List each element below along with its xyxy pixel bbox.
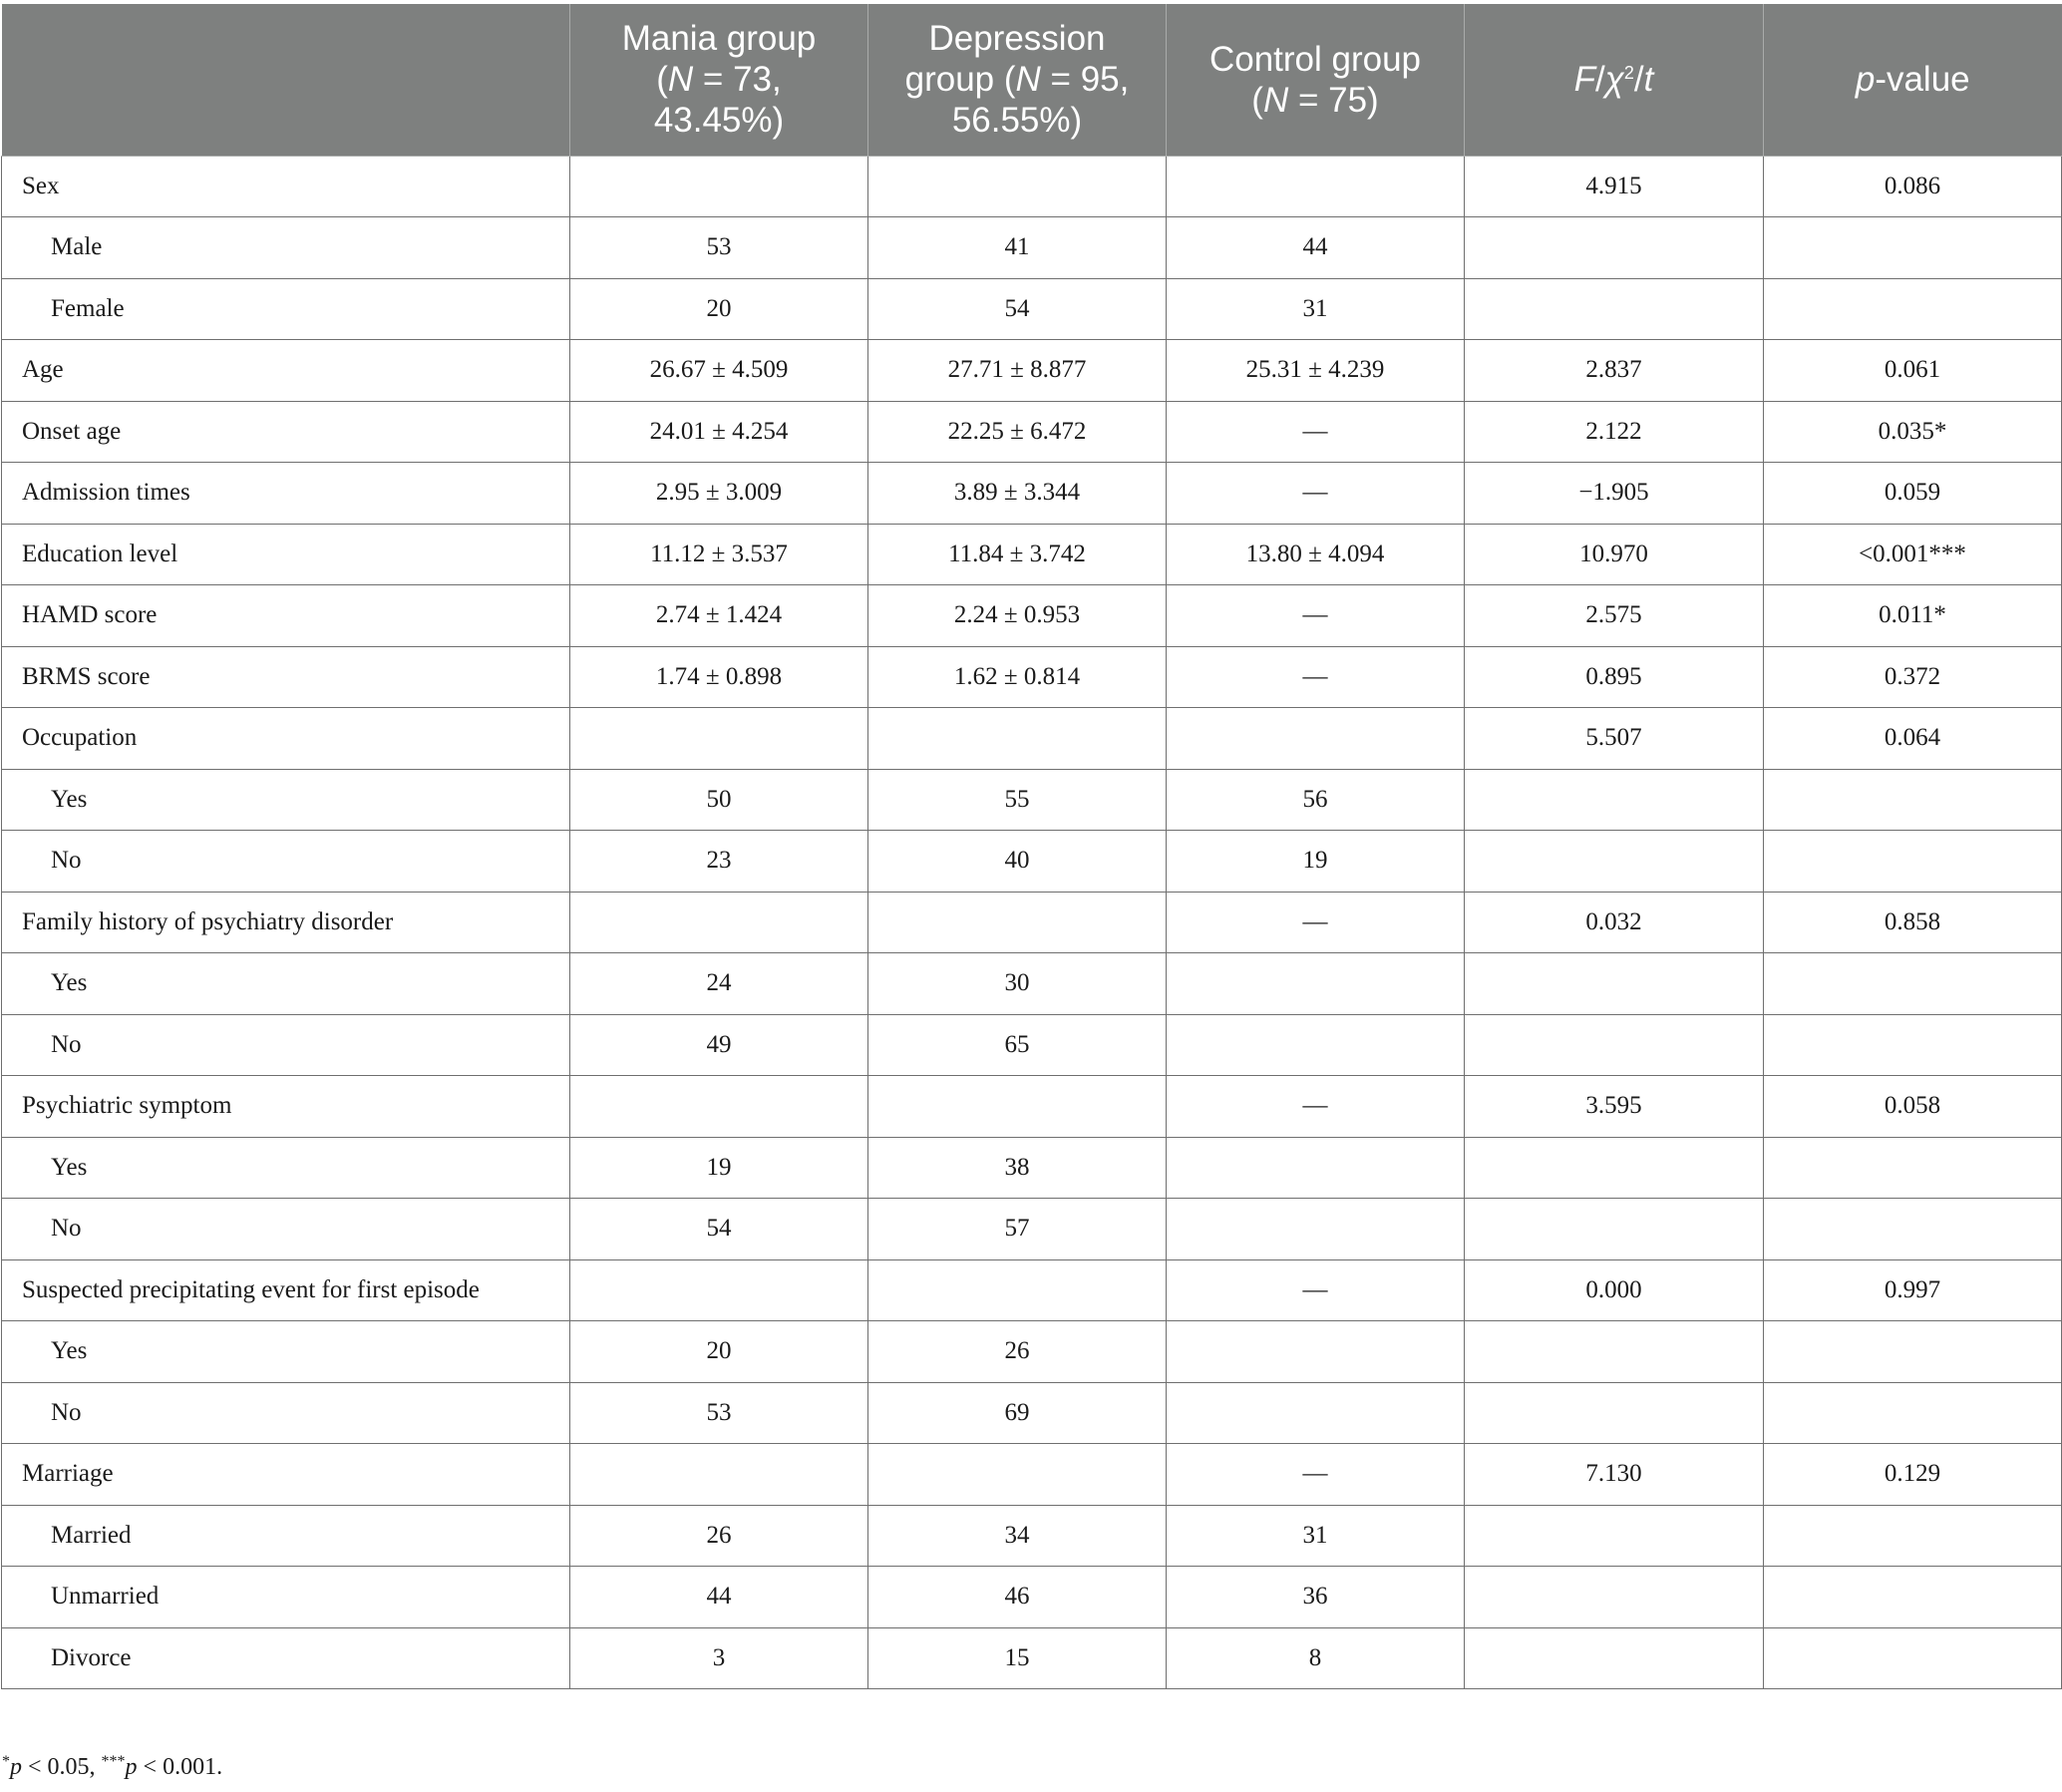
row-label: No (2, 1199, 570, 1260)
row-label: Divorce (2, 1627, 570, 1689)
control-value: 31 (1167, 278, 1465, 340)
p-value: 0.086 (1764, 156, 2062, 217)
table-row (2, 1076, 2062, 1138)
control-value: — (1167, 401, 1465, 463)
pvalue-rest: -value (1875, 60, 1970, 100)
depression-value: 57 (868, 1199, 1167, 1260)
control-value (1167, 1321, 1465, 1383)
depression-value: 40 (868, 831, 1167, 893)
mania-value (570, 1444, 868, 1506)
row-label: Yes (2, 1321, 570, 1383)
mania-value: 20 (570, 1321, 868, 1383)
p-value (1764, 1567, 2062, 1628)
statistic-value: 0.000 (1465, 1259, 1764, 1321)
row-label: Admission times (2, 463, 570, 525)
control-value: — (1167, 646, 1465, 708)
p-value (1764, 1505, 2062, 1567)
p-value (1764, 1321, 2062, 1383)
mania-value: 53 (570, 1382, 868, 1444)
header-row (2, 4, 2062, 156)
statistic-value (1465, 1567, 1764, 1628)
statistic-value: 4.915 (1465, 156, 1764, 217)
row-label: Age (2, 340, 570, 402)
depression-value (868, 1076, 1167, 1138)
table-footnote (2, 1753, 222, 1781)
depression-percent: 56.55%) (951, 101, 1083, 141)
depression-value: 27.71 ± 8.877 (868, 340, 1167, 402)
table-row (2, 831, 2062, 893)
mania-value: 19 (570, 1137, 868, 1199)
table-row (2, 217, 2062, 279)
statistic-value: 7.130 (1465, 1444, 1764, 1506)
statistic-value (1465, 831, 1764, 893)
statistic-value: 3.595 (1465, 1076, 1764, 1138)
table-row (2, 892, 2062, 953)
table-row (2, 646, 2062, 708)
header-depression-group (868, 4, 1167, 156)
mania-n-rest: = 73, (693, 60, 782, 100)
p-value: <0.001*** (1764, 524, 2062, 585)
mania-percent: 43.45%) (653, 101, 785, 141)
table-container (1, 4, 2061, 1689)
row-label: Marriage (2, 1444, 570, 1506)
table-row (2, 401, 2062, 463)
mania-value (570, 156, 868, 217)
mania-value (570, 1076, 868, 1138)
row-label: No (2, 1382, 570, 1444)
depression-value: 38 (868, 1137, 1167, 1199)
p-value (1764, 769, 2062, 831)
stat-sep2: / (1633, 60, 1644, 100)
control-value: 25.31 ± 4.239 (1167, 340, 1465, 402)
statistic-value (1465, 1382, 1764, 1444)
statistic-value (1465, 217, 1764, 279)
row-label: Married (2, 1505, 570, 1567)
p-value: 0.997 (1764, 1259, 2062, 1321)
control-value: — (1167, 585, 1465, 647)
p-value (1764, 1627, 2062, 1689)
table-row (2, 953, 2062, 1015)
depression-value: 55 (868, 769, 1167, 831)
row-label: No (2, 1014, 570, 1076)
p-value: 0.061 (1764, 340, 2062, 402)
statistic-value: 2.122 (1465, 401, 1764, 463)
depression-value: 69 (868, 1382, 1167, 1444)
control-value: 13.80 ± 4.094 (1167, 524, 1465, 585)
table-row (2, 585, 2062, 647)
p-value (1764, 1382, 2062, 1444)
depression-value: 30 (868, 953, 1167, 1015)
depression-value: 11.84 ± 3.742 (868, 524, 1167, 585)
statistic-value (1465, 953, 1764, 1015)
mania-value: 23 (570, 831, 868, 893)
mania-value: 1.74 ± 0.898 (570, 646, 868, 708)
control-value (1167, 1014, 1465, 1076)
header-control-group (1167, 4, 1465, 156)
p-value: 0.058 (1764, 1076, 2062, 1138)
stat-t: t (1643, 60, 1654, 100)
table-row (2, 1627, 2062, 1689)
table-row (2, 1259, 2062, 1321)
control-value: 36 (1167, 1567, 1465, 1628)
footnote-p-2: p (125, 1754, 138, 1780)
statistic-value (1465, 1014, 1764, 1076)
mania-value: 11.12 ± 3.537 (570, 524, 868, 585)
mania-value: 20 (570, 278, 868, 340)
row-label: No (2, 831, 570, 893)
mania-value: 2.74 ± 1.424 (570, 585, 868, 647)
control-n-open: ( (1251, 80, 1263, 120)
row-label: HAMD score (2, 585, 570, 647)
control-title: Control group (1208, 39, 1422, 79)
stat-chi: χ (1604, 60, 1624, 100)
statistic-value (1465, 1199, 1764, 1260)
table-row (2, 524, 2062, 585)
table-row (2, 156, 2062, 217)
table-row (2, 1505, 2062, 1567)
control-value: 19 (1167, 831, 1465, 893)
table-row (2, 1382, 2062, 1444)
header-mania-group (570, 4, 868, 156)
mania-value (570, 892, 868, 953)
depression-value (868, 708, 1167, 770)
control-value (1167, 1382, 1465, 1444)
mania-value: 44 (570, 1567, 868, 1628)
mania-n-var: N (667, 60, 694, 100)
row-label: Family history of psychiatry disorder (2, 892, 570, 953)
row-label: Female (2, 278, 570, 340)
row-label: Yes (2, 953, 570, 1015)
mania-value: 26 (570, 1505, 868, 1567)
control-value: — (1167, 1076, 1465, 1138)
depression-value: 41 (868, 217, 1167, 279)
header-blank-cell (2, 4, 570, 156)
row-label: Onset age (2, 401, 570, 463)
row-label: Psychiatric symptom (2, 1076, 570, 1138)
row-label: Unmarried (2, 1567, 570, 1628)
statistic-value: 5.507 (1465, 708, 1764, 770)
footnote-text-2: < 0.001. (137, 1754, 223, 1780)
statistic-value (1465, 1321, 1764, 1383)
control-value: 8 (1167, 1627, 1465, 1689)
mania-value: 53 (570, 217, 868, 279)
table-row (2, 340, 2062, 402)
control-n-var: N (1262, 80, 1289, 120)
row-label: Education level (2, 524, 570, 585)
statistic-value (1465, 769, 1764, 831)
mania-value: 24.01 ± 4.254 (570, 401, 868, 463)
row-label: Sex (2, 156, 570, 217)
depression-value (868, 156, 1167, 217)
depression-n-var: N (1015, 60, 1041, 100)
statistic-value: 2.837 (1465, 340, 1764, 402)
table-row (2, 769, 2062, 831)
stat-sep1: / (1595, 60, 1605, 100)
p-value (1764, 1014, 2062, 1076)
statistic-value: −1.905 (1465, 463, 1764, 525)
control-value (1167, 1137, 1465, 1199)
table-row (2, 708, 2062, 770)
depression-value (868, 892, 1167, 953)
row-label: BRMS score (2, 646, 570, 708)
table-row (2, 1321, 2062, 1383)
control-value (1167, 953, 1465, 1015)
footnote-asterisk-1: * (2, 1753, 10, 1770)
statistic-value (1465, 1137, 1764, 1199)
row-label: Yes (2, 769, 570, 831)
footnote-asterisk-2: *** (101, 1753, 126, 1770)
depression-value: 26 (868, 1321, 1167, 1383)
mania-value: 2.95 ± 3.009 (570, 463, 868, 525)
depression-n-rest: = 95, (1040, 60, 1130, 100)
depression-title: Depression (928, 19, 1106, 59)
depression-value: 3.89 ± 3.344 (868, 463, 1167, 525)
footnote-text-1: < 0.05, (22, 1754, 102, 1780)
depression-value: 34 (868, 1505, 1167, 1567)
p-value (1764, 1137, 2062, 1199)
control-value: 31 (1167, 1505, 1465, 1567)
depression-value: 54 (868, 278, 1167, 340)
control-value: — (1167, 892, 1465, 953)
statistic-value (1465, 278, 1764, 340)
p-value: 0.129 (1764, 1444, 2062, 1506)
control-value: — (1167, 1444, 1465, 1506)
depression-value (868, 1444, 1167, 1506)
table-row (2, 1444, 2062, 1506)
p-value (1764, 953, 2062, 1015)
mania-value: 50 (570, 769, 868, 831)
row-label: Suspected precipitating event for first episode (2, 1259, 570, 1321)
table-header (2, 4, 2062, 156)
mania-value: 26.67 ± 4.509 (570, 340, 868, 402)
statistic-value: 0.032 (1465, 892, 1764, 953)
mania-value (570, 708, 868, 770)
table-row (2, 1199, 2062, 1260)
table-row (2, 463, 2062, 525)
depression-value: 22.25 ± 6.472 (868, 401, 1167, 463)
depression-value: 65 (868, 1014, 1167, 1076)
control-value: — (1167, 1259, 1465, 1321)
mania-title: Mania group (621, 19, 817, 59)
p-value (1764, 217, 2062, 279)
depression-n-open: group ( (904, 60, 1016, 100)
statistic-value (1465, 1505, 1764, 1567)
header-p-value (1764, 4, 2062, 156)
table-row (2, 278, 2062, 340)
table-row (2, 1014, 2062, 1076)
stat-f: F (1573, 60, 1596, 100)
p-value: 0.064 (1764, 708, 2062, 770)
depression-value: 46 (868, 1567, 1167, 1628)
stat-sup: 2 (1623, 63, 1634, 84)
depression-value: 2.24 ± 0.953 (868, 585, 1167, 647)
statistic-value: 2.575 (1465, 585, 1764, 647)
table-body (2, 156, 2062, 1689)
table-row (2, 1567, 2062, 1628)
control-value (1167, 156, 1465, 217)
mania-value: 24 (570, 953, 868, 1015)
demographics-table (1, 4, 2062, 1689)
depression-value: 1.62 ± 0.814 (868, 646, 1167, 708)
mania-n-open: ( (656, 60, 668, 100)
p-value: 0.035* (1764, 401, 2062, 463)
p-value (1764, 278, 2062, 340)
mania-value: 54 (570, 1199, 868, 1260)
control-value (1167, 1199, 1465, 1260)
footnote-p-1: p (10, 1754, 22, 1780)
mania-value (570, 1259, 868, 1321)
p-value: 0.059 (1764, 463, 2062, 525)
depression-value: 15 (868, 1627, 1167, 1689)
row-label: Yes (2, 1137, 570, 1199)
control-n-rest: = 75) (1288, 80, 1379, 120)
control-value: 56 (1167, 769, 1465, 831)
p-value (1764, 831, 2062, 893)
control-value: 44 (1167, 217, 1465, 279)
table-row (2, 1137, 2062, 1199)
statistic-value: 10.970 (1465, 524, 1764, 585)
header-statistic (1465, 4, 1764, 156)
row-label: Male (2, 217, 570, 279)
p-value: 0.372 (1764, 646, 2062, 708)
control-value (1167, 708, 1465, 770)
row-label: Occupation (2, 708, 570, 770)
mania-value: 3 (570, 1627, 868, 1689)
control-value: — (1167, 463, 1465, 525)
statistic-value (1465, 1627, 1764, 1689)
statistic-value: 0.895 (1465, 646, 1764, 708)
p-value: 0.011* (1764, 585, 2062, 647)
p-value: 0.858 (1764, 892, 2062, 953)
mania-value: 49 (570, 1014, 868, 1076)
pvalue-p: p (1855, 60, 1876, 100)
depression-value (868, 1259, 1167, 1321)
p-value (1764, 1199, 2062, 1260)
